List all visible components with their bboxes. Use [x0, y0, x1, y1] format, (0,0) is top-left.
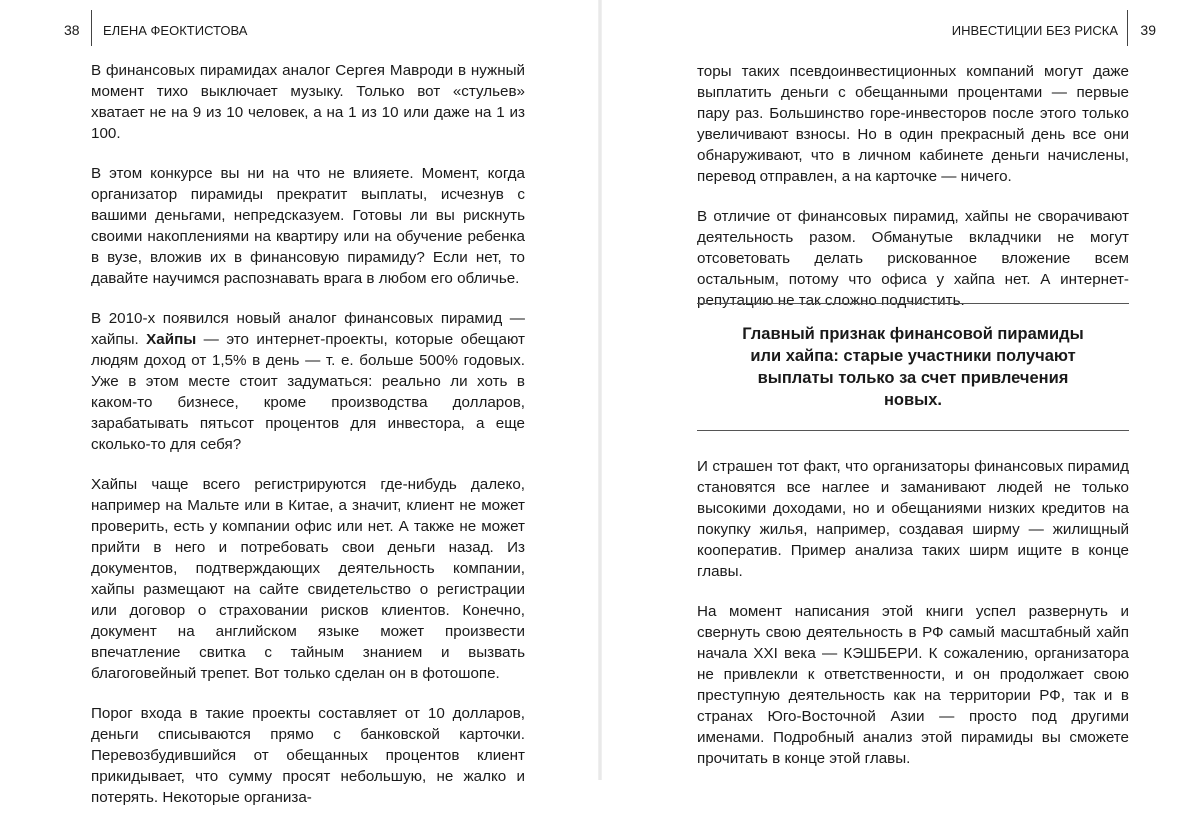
header-divider	[91, 10, 92, 46]
running-head-author: ЕЛЕНА ФЕОКТИСТОВА	[103, 23, 248, 38]
paragraph-hype-definition: — это интернет-проекты, которые обещают людям доход от 1,5% в день — т. е. больше 500% годовых. Уже в этом месте стоит задуматься: реально ли хоть в каком-то бизнесе, кроме производства долларов, зарабатывать пятьсот процентов для инвестора, а еще сколько-то для себя?	[91, 331, 526, 453]
paragraph: Хайпы чаще всего регистрируются где-нибудь далеко, например на Мальте или в Китае, а значит, клиент не может проверить, есть у компании офис или нет. А также не может прийти в него и потребовать свои деньги назад. Из документов, подтверждающих деятельность компании, хайпы размещают на сайте свидетельство о регистрации или договор о страховании рисков клиентов. Конечно, документ на английском языке может произвести впечатление свитка с тайным знанием и вызвать благоговейный трепет. Вот только сделан он в фотошопе.	[91, 476, 525, 682]
callout-box	[697, 303, 1129, 431]
paragraph: торы таких псевдоинвестиционных компаний могут даже выплатить деньги с обещанными процентами — первые пару раз. Большинство горе-инвесторов после этого только увеличивают взносы. Но в один прекрасный день все они обнаруживают, что в личном кабинете деньги начислены, перевод отправлен, а на карточке — ничего.	[697, 63, 1129, 185]
left-body-text	[91, 60, 525, 827]
term-hype: Хайпы	[146, 331, 197, 348]
paragraph-hype	[91, 308, 525, 455]
paragraph: И страшен тот факт, что организаторы финансовых пирамид становятся все наглее и заманивают людей не только высокими доходами, но и обещаниями низких кредитов на покупку жилья, например, создавая ширму — жилищный кооператив. Пример анализа таких ширм ищите в конце главы.	[697, 458, 1129, 580]
paragraph: Порог входа в такие проекты составляет от 10 долларов, деньги списываются прямо с банковской карточки. Перевозбудившийся от обещанных процентов клиент прикидывает, что сумму просят небольшую, не жалко и потерять. Некоторые организа-	[91, 705, 525, 806]
running-head-title: ИНВЕСТИЦИИ БЕЗ РИСКА	[951, 23, 1118, 38]
callout-text: Главный признак финансовой пирамиды или хайпа: старые участники получают выплаты только за счет привлечения новых.	[742, 325, 1084, 409]
right-body-text-upper	[697, 61, 1129, 330]
page-number: 39	[1140, 22, 1156, 38]
left-page	[0, 0, 600, 806]
paragraph-hype-intro: В 2010-х появился новый аналог финансовых пирамид — хайпы.	[91, 310, 525, 348]
paragraph: На момент написания этой книги успел развернуть и свернуть свою деятельность в РФ самый масштабный хайп начала XXI века — КЭШБЕРИ. К сожалению, организатора не привлекли к ответственности, и он продолжает свою преступную деятельность как на территории РФ, так и в странах Юго-Восточной Азии — просто под другими именами. Подробный анализ этой пирамиды вы сможете прочитать в конце этой главы.	[697, 603, 1129, 767]
paragraph: В этом конкурсе вы ни на что не влияете. Момент, когда организатор пирамиды прекратит выплаты, исчезнув с вашими деньгами, непредсказуем. Готовы ли вы рискнуть своими накоплениями на квартиру или на обучение ребенка в вузе, вложив их в финансовую пирамиду? Если нет, то давайте научимся распознавать врага в любом его обличье.	[91, 165, 525, 287]
paragraph: В отличие от финансовых пирамид, хайпы не сворачивают деятельность разом. Обманутые вкладчики не могут отсоветовать делать рискованное вложение всем остальным, потому что офиса у хайпа нет. А интернет-репутацию не так сложно подчистить.	[697, 208, 1129, 309]
right-body-text-lower	[697, 456, 1129, 788]
page-number: 38	[64, 22, 80, 38]
right-page	[600, 0, 1200, 780]
header-divider	[1127, 10, 1128, 46]
paragraph: В финансовых пирамидах аналог Сергея Мавроди в нужный момент тихо выключает музыку. Только вот «стульев» хватает не на 9 из 10 человек, а на 1 из 10 или даже на 1 из 100.	[91, 62, 525, 142]
